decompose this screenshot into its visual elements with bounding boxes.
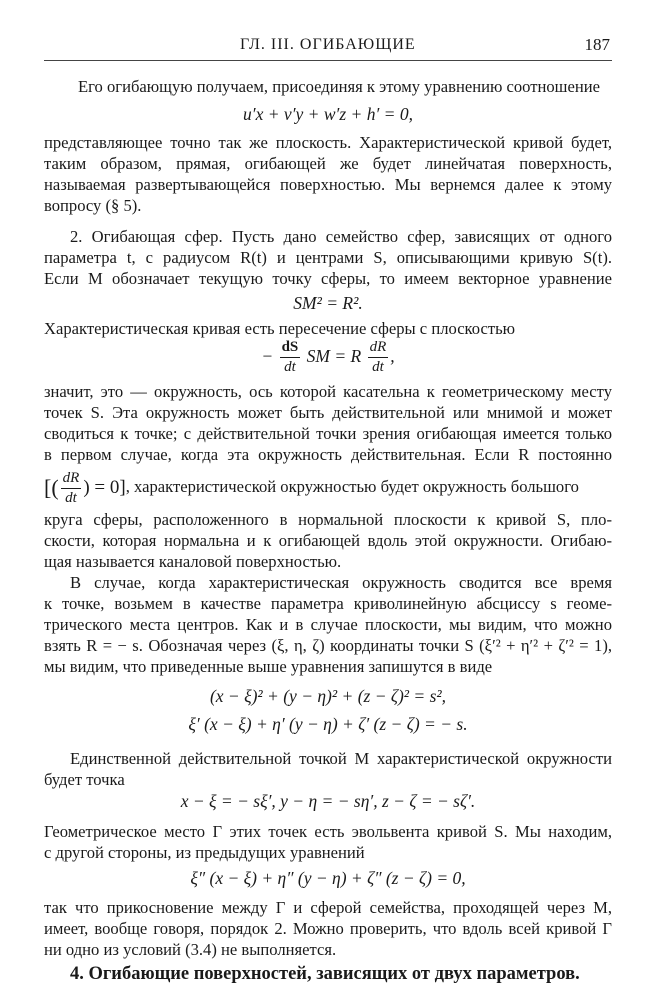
- text-line: В случае, когда характеристическая окружность сводится все время: [70, 573, 612, 592]
- text-line: Единственной действительной точкой M характеристической окружности: [70, 749, 612, 768]
- running-header: [240, 36, 610, 58]
- equation: ξ′ (x − ξ) + η′ (y − η) + ζ′ (z − ζ) = − s.: [188, 714, 468, 734]
- text-line: в первом случае, когда эта окружность действительная. Если R постоянно: [44, 445, 612, 464]
- text-span: , характеристической окружностью будет окружность большого: [125, 477, 579, 496]
- text-line: скости, которая нормальна и к огибающей вдоль этой окружности. Огибаю-: [44, 531, 612, 550]
- text-line-with-fraction: [44, 465, 612, 509]
- page-number: 187: [584, 35, 610, 54]
- numerator: dS: [280, 338, 301, 358]
- denominator: dt: [65, 489, 77, 506]
- equation: ξ″ (x − ξ) + η″ (y − η) + ζ″ (z − ζ) = 0,: [190, 868, 466, 888]
- text-line: круга сферы, расположенного в нормальной плоскости к кривой S, пло-: [44, 510, 612, 529]
- fraction: [280, 338, 301, 377]
- text-line: Характеристическая кривая есть пересечение сферы с плоскостью: [44, 319, 516, 338]
- numerator: dR: [368, 338, 389, 358]
- eq-minus: −: [261, 346, 274, 366]
- text-line: представляющее точно так же плоскость. Характеристической кривой будет,: [44, 133, 612, 152]
- text-line: точек S. Эта окружность может быть действительной или мнимой и может: [44, 403, 612, 422]
- chapter-title: ГЛ. III. ОГИБАЮЩИЕ: [240, 36, 416, 53]
- denominator: dt: [284, 359, 296, 376]
- fraction: [61, 469, 82, 508]
- equation: (x − ξ)² + (y − η)² + (z − ζ)² = s²,: [209, 686, 447, 706]
- eq-middle: SM = R: [306, 346, 362, 366]
- text-line: к точке, возьмем в качестве параметра криволинейную абсциссу s геоме-: [44, 594, 612, 613]
- text-line: сводиться к точке; с действительной точки зрения огибающая имеется только: [44, 424, 612, 443]
- fraction: [368, 338, 389, 377]
- text-line: щая называется каналовой поверхностью.: [44, 552, 342, 571]
- text-line: значит, это — окружность, ось которой касательна к геометрическому месту: [44, 382, 612, 401]
- equation: u′x + v′y + w′z + h′ = 0,: [243, 104, 413, 124]
- text-line: таким образом, прямая, огибающей же будет линейчатая поверхность,: [44, 154, 612, 173]
- text-line: Если M обозначает текущую точку сферы, то имеем векторное уравнение: [44, 269, 612, 288]
- text-line: будет точка: [44, 770, 125, 789]
- text-line: Его огибающую получаем, присоединяя к этому уравнению соотношение: [78, 77, 600, 96]
- text-line: Геометрическое место Γ этих точек есть эвольвента кривой S. Мы находим,: [44, 822, 612, 841]
- text-line: имеет, вообще говоря, порядок 2. Можно проверить, что вдоль всей кривой Γ: [44, 919, 612, 938]
- bracket-open: [(: [44, 475, 59, 501]
- text-line: ни одно из условий (3.4) не выполняется.: [44, 940, 337, 959]
- text-line: вопросу (§ 5).: [44, 196, 142, 215]
- section-2-line: 2. Огибающая сфер. Пусть дано семейство сфер, зависящих от одного: [70, 227, 612, 246]
- equation-fraction: [44, 334, 612, 378]
- equation: x − ξ = − sξ′, y − η = − sη′, z − ζ = − sζ′.: [180, 791, 476, 811]
- text-line: параметра t, с радиусом R(t) и центрами S, описывающими кривую S(t).: [44, 248, 612, 267]
- denominator: dt: [372, 359, 384, 376]
- equation: SM² = R².: [293, 293, 363, 313]
- text-line: мы видим, что приведенные выше уравнения запишутся в виде: [44, 657, 493, 676]
- text-line: трического места центров. Как и в случае плоскости, мы видим, что можно: [44, 615, 612, 634]
- section-heading: 4. Огибающие поверхностей, зависящих от двух параметров.: [70, 964, 580, 984]
- eq-comma: ,: [390, 346, 395, 366]
- text-line: называемая развертывающейся поверхностью. Мы вернемся далее к этому: [44, 175, 612, 194]
- numerator: dR: [61, 469, 82, 489]
- bracket-close: ) = 0]: [83, 477, 126, 499]
- header-rule: [44, 60, 612, 61]
- text-line: так что прикосновение между Γ и сферой семейства, проходящей через M,: [44, 898, 612, 917]
- text-line: взять R = − s. Обозначая через (ξ, η, ζ) координаты точки S (ξ′² + η′² + ζ′² = 1),: [44, 636, 612, 655]
- text-line: с другой стороны, из предыдущих уравнений: [44, 843, 365, 862]
